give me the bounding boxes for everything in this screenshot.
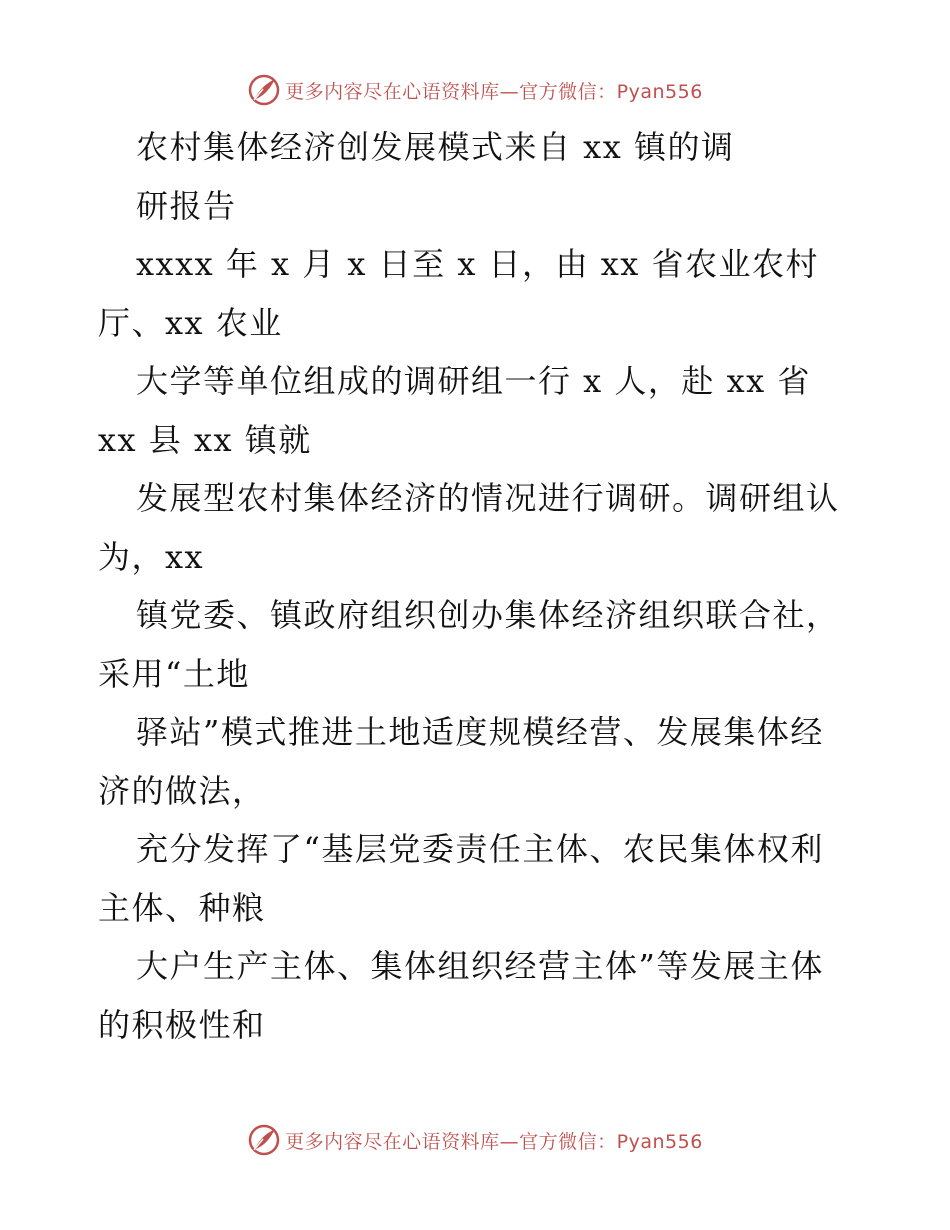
header-banner xyxy=(0,70,950,110)
document-line: 驿站”模式推进土地适度规模经营、发展集体经 xyxy=(136,713,824,751)
feather-pen-logo-icon xyxy=(247,73,281,107)
document-line: 发展型农村集体经济的情况进行调研。调研组认 xyxy=(136,479,840,517)
document-body xyxy=(98,118,888,1054)
document-line: 镇党委、镇政府组织创办集体经济组织联合社， xyxy=(136,596,840,634)
header-banner-text: 更多内容尽在心语资料库—官方微信：Pyan556 xyxy=(285,80,703,103)
document-line: 农村集体经济创发展模式来自 xx 镇的调 xyxy=(136,128,735,166)
document-line: 厅、xx 农业 xyxy=(98,303,283,342)
feather-pen-logo-icon xyxy=(247,1123,281,1157)
document-line: 研报告 xyxy=(136,186,237,225)
footer-banner xyxy=(0,1120,950,1160)
document-line: 充分发挥了“基层党委责任主体、农民集体权利 xyxy=(136,830,824,868)
document-line: 主体、种粮 xyxy=(98,888,266,927)
document-line: 采用“土地 xyxy=(98,654,250,693)
document-line: 的积极性和 xyxy=(98,1005,266,1044)
document-line: 为，xx xyxy=(98,537,205,576)
document-line: 大户生产主体、集体组织经营主体”等发展主体 xyxy=(136,947,824,985)
document-line: 大学等单位组成的调研组一行 x 人，赴 xx 省 xyxy=(136,362,811,400)
document-line: 济的做法， xyxy=(98,771,266,810)
footer-banner-text: 更多内容尽在心语资料库—官方微信：Pyan556 xyxy=(285,1130,703,1153)
document-line: xxxx 年 x 月 x 日至 x 日，由 xx 省农业农村 xyxy=(136,245,819,283)
document-line: xx 县 xx 镇就 xyxy=(98,420,312,459)
